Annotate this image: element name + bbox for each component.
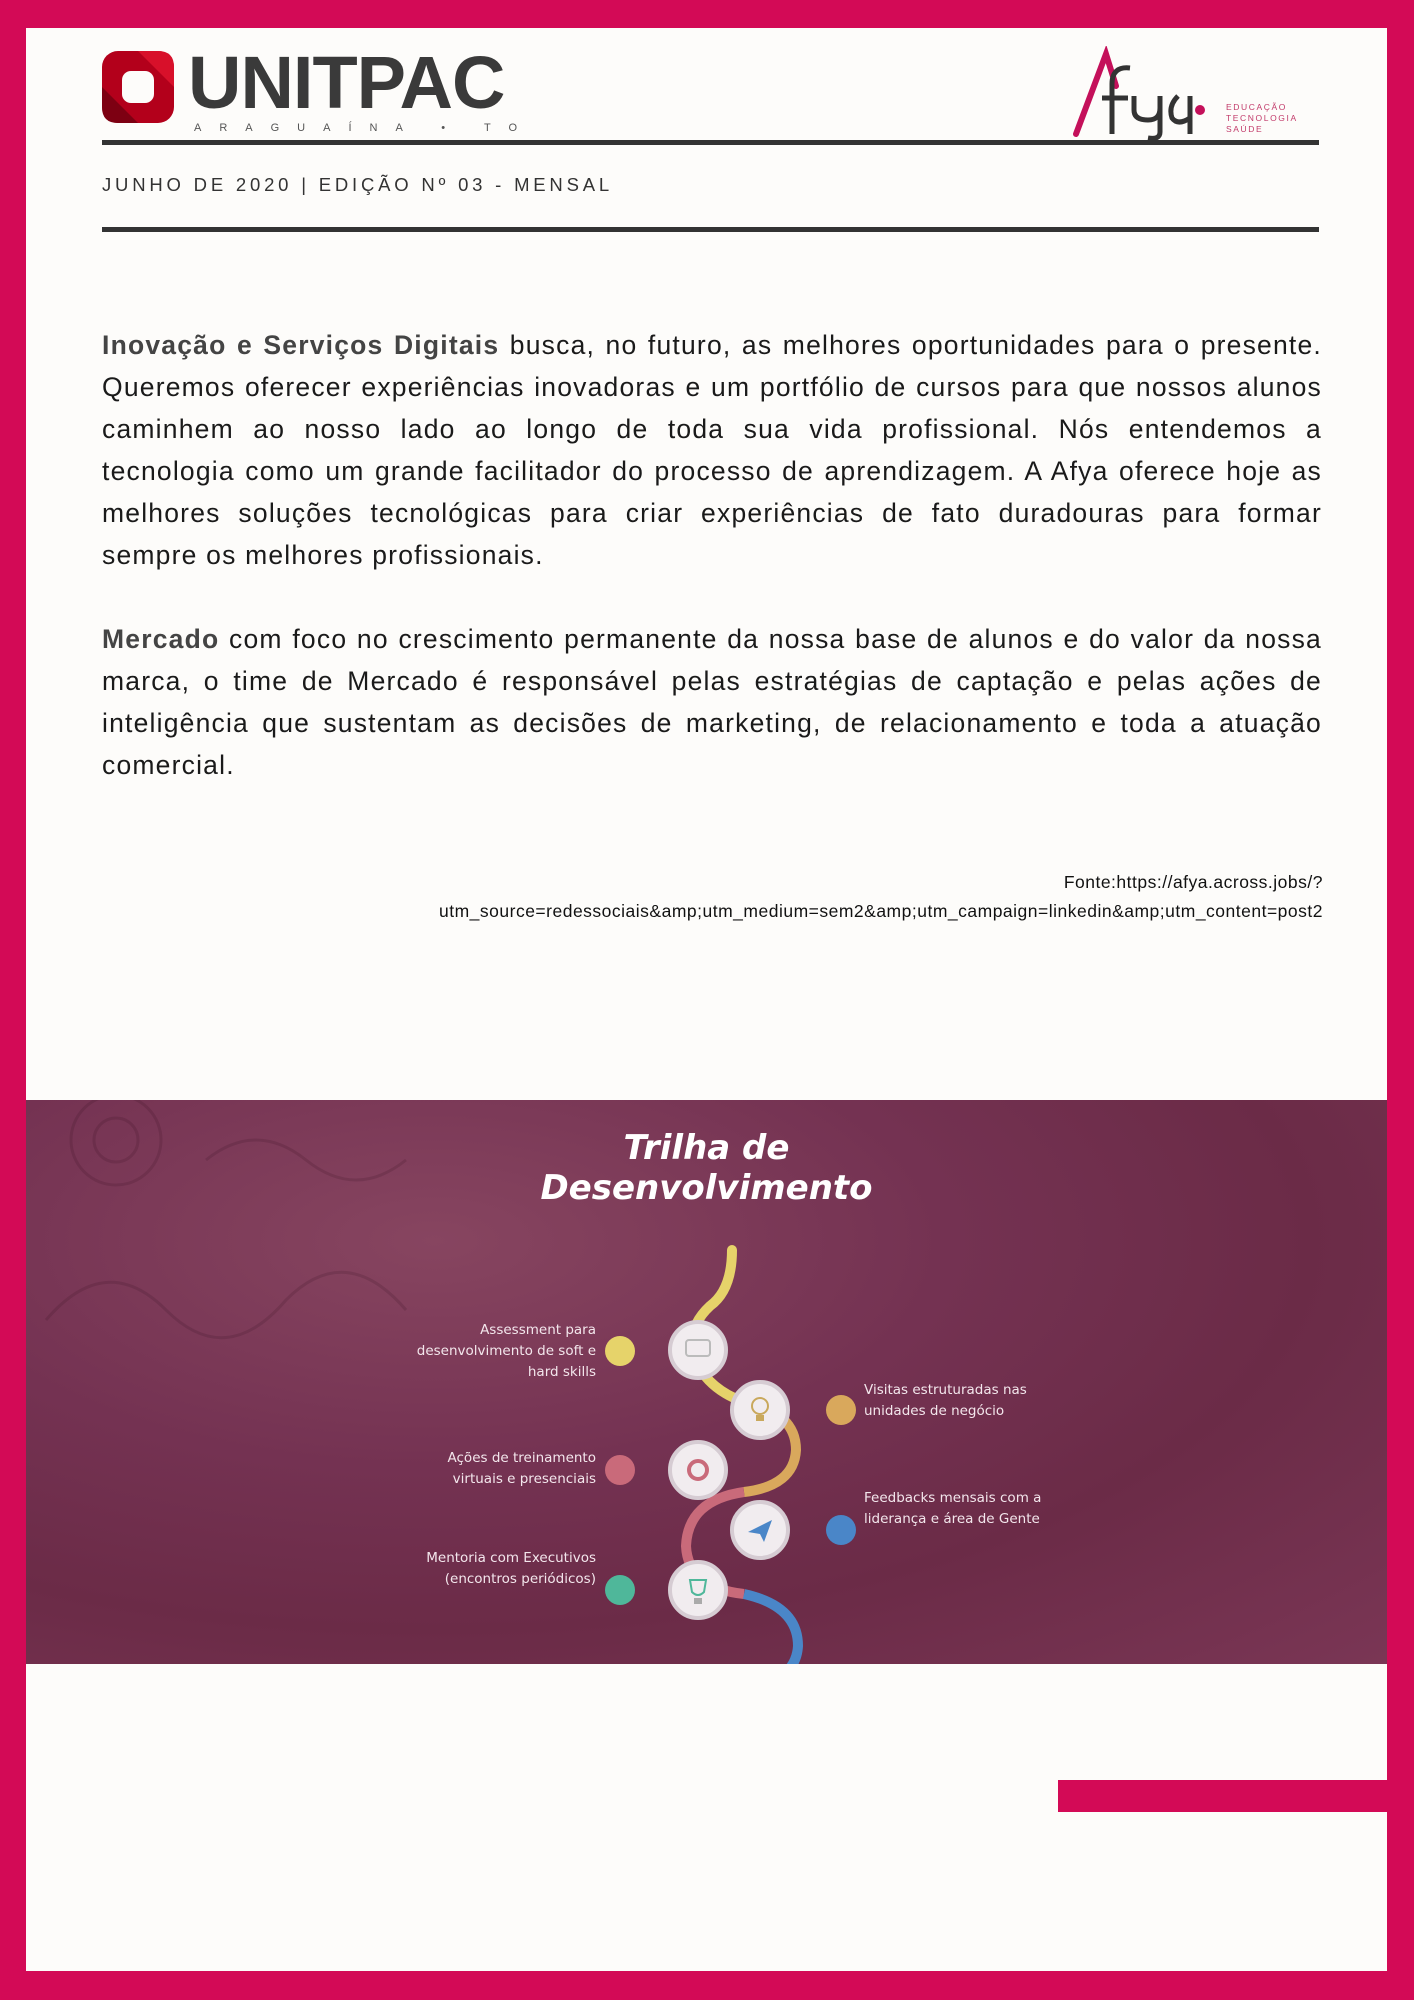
step-5-marker: [605, 1575, 635, 1605]
afya-logo-icon: [1068, 46, 1218, 140]
header-divider-bottom: [102, 227, 1319, 232]
step-3-icon: [670, 1442, 726, 1498]
unitpac-wordmark: UNITPAC: [188, 41, 505, 124]
paragraph-innovation-lead: Inovação e Serviços Digitais: [102, 330, 500, 360]
step-2-marker: [826, 1395, 856, 1425]
paragraph-innovation: [102, 324, 1322, 576]
source-line-1: Fonte:https://afya.across.jobs/?: [1063, 872, 1323, 892]
unitpac-logo-icon: [102, 51, 174, 123]
paragraph-innovation-body: busca, no futuro, as melhores oportunidades para o presente. Queremos oferecer experiências inovadoras e um portfólio de cursos para que nossos alunos caminhem ao nosso lado ao longo de toda sua vida profissional. Nós entendemos a tecnologia como um grande facilitador do processo de aprendizagem. A Afya oferece hoje as melhores soluções tecnológicas para criar experiências de fato duradouras para formar sempre os melhores profissionais.: [102, 330, 1322, 570]
edition-line: JUNHO DE 2020 | EDIÇÃO Nº 03 - MENSAL: [102, 174, 613, 195]
step-4-marker: [826, 1515, 856, 1545]
step-1-icon: [670, 1322, 726, 1378]
paragraph-market-body: com foco no crescimento permanente da nossa base de alunos e do valor da nossa marca, o time de Mercado é responsável pelas estratégias de captação e pelas ações de inteligência que sustentam as decisões de marketing, de relacionamento e toda a atuação comercial.: [102, 624, 1322, 780]
unitpac-location: ARAGUAÍNA • TO: [194, 122, 536, 134]
banner-title-line-2: Desenvolvimento: [540, 1168, 873, 1208]
afya-tag-technology: TECNOLOGIA: [1226, 113, 1298, 123]
step-2-label: Visitas estruturadas nas unidades de negócio: [864, 1382, 1027, 1419]
step-2-icon: [732, 1382, 788, 1438]
newsletter-page: [26, 28, 1387, 1971]
afya-tag-education: EDUCAÇÃO: [1226, 102, 1287, 112]
step-4-icon: [732, 1502, 788, 1558]
page-header: [102, 38, 1344, 153]
step-1-marker: [605, 1336, 635, 1366]
decorative-accent-bar: [1058, 1780, 1387, 1812]
development-track-banner: [26, 1100, 1387, 1664]
afya-tag-health: SAÚDE: [1226, 124, 1264, 134]
banner-title-line-1: Trilha de: [623, 1128, 790, 1168]
step-5-label: Mentoria com Executivos (encontros periódicos): [426, 1550, 596, 1587]
step-4-label: Feedbacks mensais com a liderança e área de Gente: [864, 1490, 1042, 1527]
step-5-icon: [670, 1562, 726, 1618]
source-line-2: utm_source=redessociais&amp;utm_medium=sem2&amp;utm_campaign=linkedin&amp;utm_content=post2: [439, 901, 1323, 921]
step-1-label: Assessment para desenvolvimento de soft e hard skills: [416, 1322, 596, 1380]
paragraph-market-lead: Mercado: [102, 624, 220, 654]
paragraph-market: [102, 618, 1322, 786]
header-divider-top: [102, 140, 1319, 145]
step-3-marker: [605, 1455, 635, 1485]
source-citation: [223, 868, 1323, 926]
afya-tagline: [1226, 102, 1298, 135]
step-3-label: Ações de treinamento virtuais e presenciais: [447, 1450, 596, 1487]
banner-title: [26, 1128, 1387, 1208]
